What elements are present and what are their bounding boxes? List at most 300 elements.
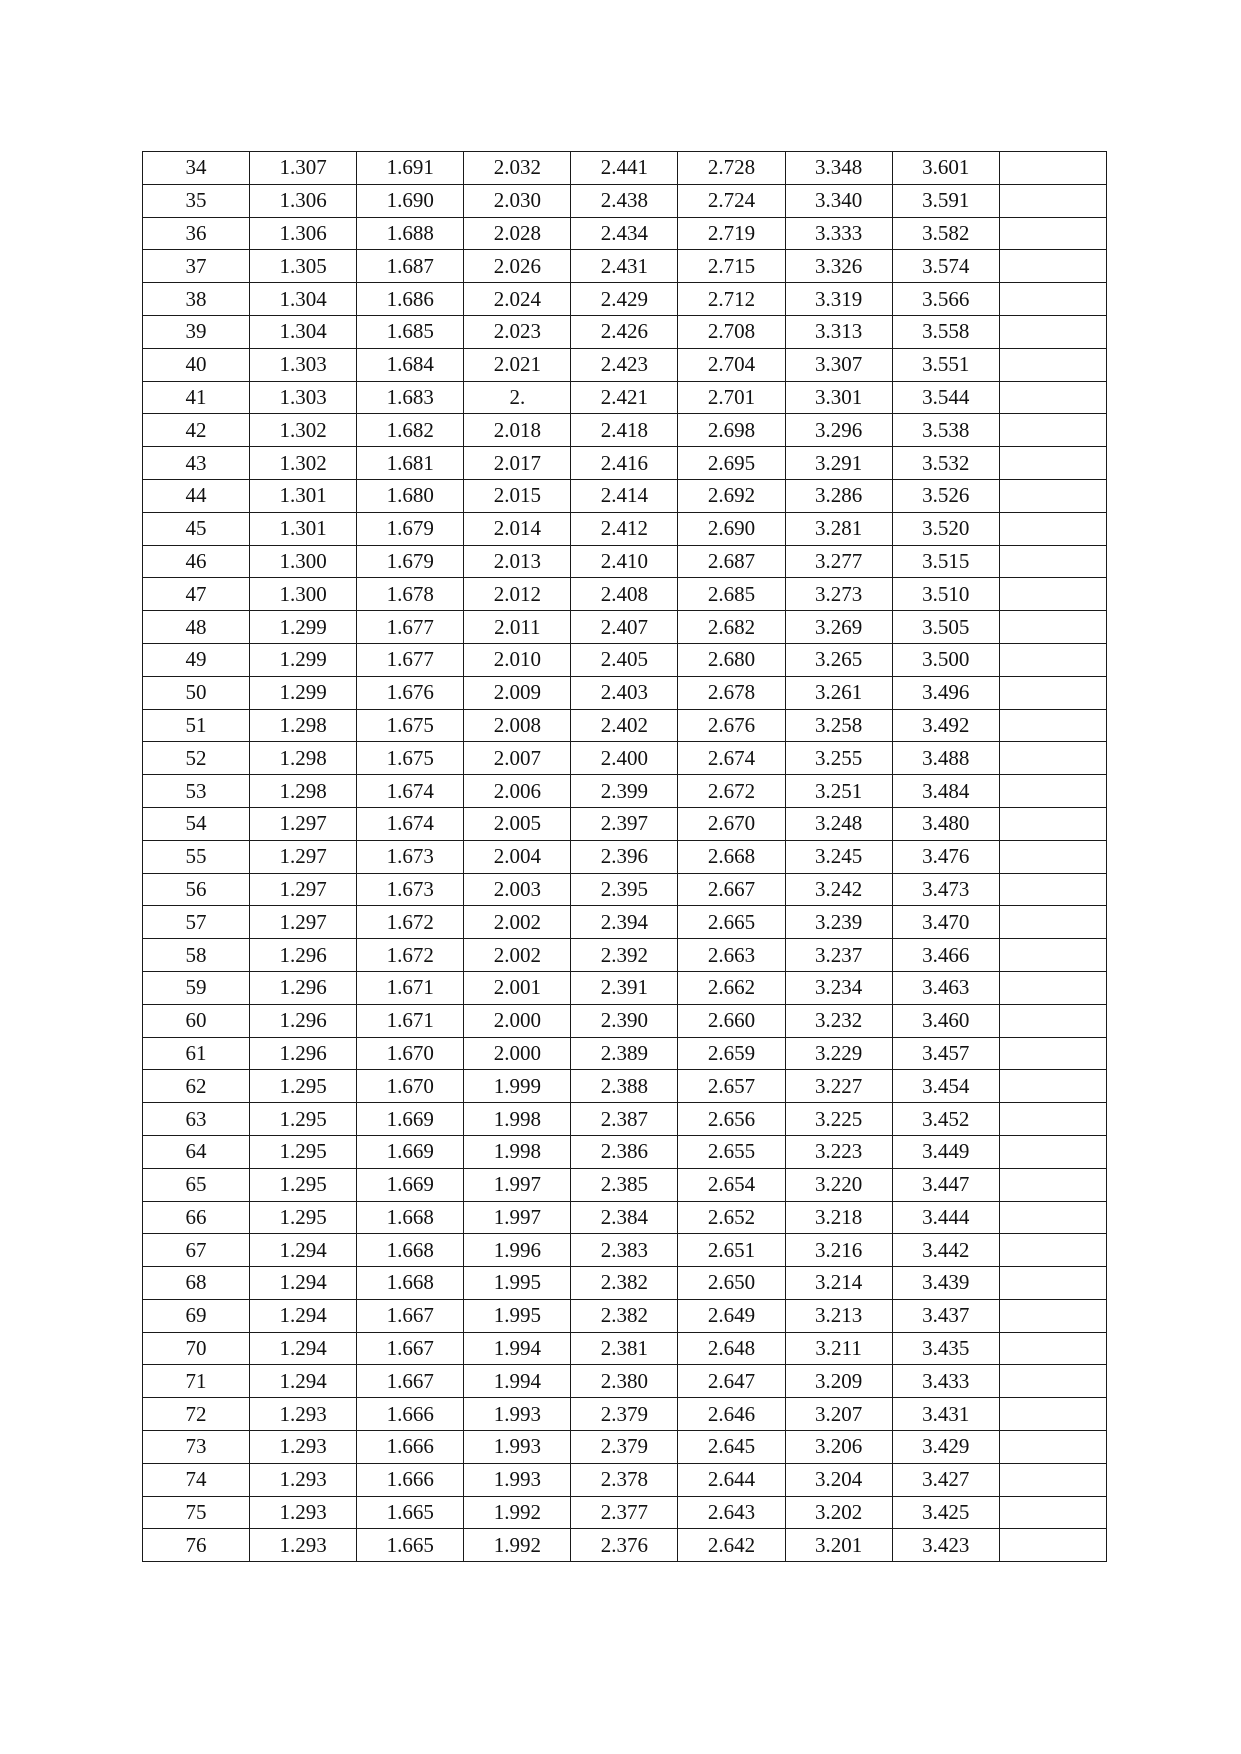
table-cell: 3.505	[892, 611, 999, 644]
table-cell: 2.408	[571, 578, 678, 611]
row-index-cell: 67	[143, 1234, 250, 1267]
table-cell: 2.009	[464, 676, 571, 709]
table-cell: 2.399	[571, 775, 678, 808]
row-index-cell: 37	[143, 250, 250, 283]
table-cell: 1.301	[250, 512, 357, 545]
table-cell: 1.997	[464, 1168, 571, 1201]
table-cell: 1.301	[250, 479, 357, 512]
table-cell: 1.299	[250, 676, 357, 709]
table-cell: 1.687	[357, 250, 464, 283]
table-cell: 2.704	[678, 348, 785, 381]
table-cell: 2.646	[678, 1398, 785, 1431]
table-cell: 1.993	[464, 1431, 571, 1464]
table-cell: 2.018	[464, 414, 571, 447]
table-cell: 2.387	[571, 1103, 678, 1136]
table-cell: 2.660	[678, 1004, 785, 1037]
table-cell: 2.654	[678, 1168, 785, 1201]
table-cell: 3.452	[892, 1103, 999, 1136]
table-row	[143, 971, 1107, 1004]
table-cell: 1.999	[464, 1070, 571, 1103]
table-cell: 1.668	[357, 1234, 464, 1267]
table-cell: 3.213	[785, 1299, 892, 1332]
table-cell: 3.444	[892, 1201, 999, 1234]
table-cell: 2.002	[464, 906, 571, 939]
table-cell: 2.394	[571, 906, 678, 939]
table-cell: 3.340	[785, 184, 892, 217]
table-cell: 1.676	[357, 676, 464, 709]
table-cell: 1.691	[357, 152, 464, 185]
table-row	[143, 1004, 1107, 1037]
row-index-cell: 45	[143, 512, 250, 545]
row-index-cell: 41	[143, 381, 250, 414]
table-cell	[999, 1201, 1106, 1234]
table-cell: 3.473	[892, 873, 999, 906]
table-cell: 2.402	[571, 709, 678, 742]
table-cell: 2.	[464, 381, 571, 414]
table-cell: 2.663	[678, 939, 785, 972]
table-cell: 2.379	[571, 1398, 678, 1431]
table-cell: 1.992	[464, 1529, 571, 1562]
table-cell: 3.558	[892, 315, 999, 348]
table-cell: 3.204	[785, 1463, 892, 1496]
table-cell: 2.423	[571, 348, 678, 381]
table-cell: 3.429	[892, 1431, 999, 1464]
table-cell: 2.712	[678, 283, 785, 316]
row-index-cell: 46	[143, 545, 250, 578]
table-cell: 2.000	[464, 1037, 571, 1070]
table-cell: 2.389	[571, 1037, 678, 1070]
table-cell	[999, 1431, 1106, 1464]
table-row	[143, 315, 1107, 348]
table-cell: 1.672	[357, 939, 464, 972]
table-cell: 2.005	[464, 807, 571, 840]
table-cell: 1.304	[250, 283, 357, 316]
row-index-cell: 40	[143, 348, 250, 381]
table-cell: 2.416	[571, 447, 678, 480]
table-cell: 3.435	[892, 1332, 999, 1365]
table-cell	[999, 283, 1106, 316]
table-row	[143, 906, 1107, 939]
table-row	[143, 1463, 1107, 1496]
table-cell: 2.376	[571, 1529, 678, 1562]
table-cell	[999, 906, 1106, 939]
table-cell: 1.302	[250, 414, 357, 447]
table-cell	[999, 1103, 1106, 1136]
table-cell	[999, 447, 1106, 480]
table-cell: 2.657	[678, 1070, 785, 1103]
row-index-cell: 69	[143, 1299, 250, 1332]
table-row	[143, 1070, 1107, 1103]
table-row	[143, 873, 1107, 906]
table-cell: 2.438	[571, 184, 678, 217]
table-cell: 1.995	[464, 1267, 571, 1300]
table-cell: 1.666	[357, 1431, 464, 1464]
row-index-cell: 38	[143, 283, 250, 316]
table-cell: 2.017	[464, 447, 571, 480]
table-cell: 3.242	[785, 873, 892, 906]
table-cell: 3.431	[892, 1398, 999, 1431]
table-cell: 2.382	[571, 1299, 678, 1332]
table-cell: 1.294	[250, 1234, 357, 1267]
table-cell: 3.286	[785, 479, 892, 512]
table-cell: 3.510	[892, 578, 999, 611]
table-cell: 2.000	[464, 1004, 571, 1037]
table-cell: 2.380	[571, 1365, 678, 1398]
table-cell: 1.294	[250, 1267, 357, 1300]
table-cell	[999, 250, 1106, 283]
table-cell: 3.232	[785, 1004, 892, 1037]
table-cell: 1.994	[464, 1365, 571, 1398]
table-cell: 2.676	[678, 709, 785, 742]
table-cell: 2.680	[678, 643, 785, 676]
table-cell: 3.427	[892, 1463, 999, 1496]
table-cell: 2.692	[678, 479, 785, 512]
table-cell: 3.220	[785, 1168, 892, 1201]
table-cell: 1.997	[464, 1201, 571, 1234]
table-row	[143, 611, 1107, 644]
table-cell: 2.650	[678, 1267, 785, 1300]
table-cell: 1.296	[250, 971, 357, 1004]
table-cell	[999, 414, 1106, 447]
table-cell: 3.566	[892, 283, 999, 316]
table-cell	[999, 1168, 1106, 1201]
table-cell: 1.300	[250, 578, 357, 611]
row-index-cell: 76	[143, 1529, 250, 1562]
table-cell: 1.994	[464, 1332, 571, 1365]
table-row	[143, 545, 1107, 578]
table-cell: 1.306	[250, 217, 357, 250]
table-cell	[999, 742, 1106, 775]
table-cell: 1.294	[250, 1332, 357, 1365]
table-cell: 3.281	[785, 512, 892, 545]
table-cell: 3.538	[892, 414, 999, 447]
row-index-cell: 36	[143, 217, 250, 250]
table-cell: 2.668	[678, 840, 785, 873]
table-cell: 3.447	[892, 1168, 999, 1201]
table-cell: 3.463	[892, 971, 999, 1004]
row-index-cell: 58	[143, 939, 250, 972]
table-cell: 2.685	[678, 578, 785, 611]
row-index-cell: 52	[143, 742, 250, 775]
table-cell: 3.218	[785, 1201, 892, 1234]
table-cell: 2.708	[678, 315, 785, 348]
table-cell: 3.307	[785, 348, 892, 381]
table-cell: 1.295	[250, 1135, 357, 1168]
table-row	[143, 1431, 1107, 1464]
table-cell: 2.662	[678, 971, 785, 1004]
table-cell: 2.026	[464, 250, 571, 283]
table-cell: 2.011	[464, 611, 571, 644]
table-cell: 2.412	[571, 512, 678, 545]
table-cell: 2.652	[678, 1201, 785, 1234]
row-index-cell: 51	[143, 709, 250, 742]
table-cell: 1.677	[357, 643, 464, 676]
table-cell	[999, 1529, 1106, 1562]
table-cell	[999, 217, 1106, 250]
table-cell: 1.297	[250, 873, 357, 906]
table-cell: 2.015	[464, 479, 571, 512]
table-cell: 1.679	[357, 545, 464, 578]
table-cell: 3.225	[785, 1103, 892, 1136]
table-cell: 3.239	[785, 906, 892, 939]
row-index-cell: 64	[143, 1135, 250, 1168]
table-cell: 3.601	[892, 152, 999, 185]
table-cell: 3.470	[892, 906, 999, 939]
table-row	[143, 512, 1107, 545]
table-row	[143, 1496, 1107, 1529]
table-cell: 3.574	[892, 250, 999, 283]
table-cell: 1.672	[357, 906, 464, 939]
table-cell: 2.032	[464, 152, 571, 185]
table-cell: 2.674	[678, 742, 785, 775]
row-index-cell: 48	[143, 611, 250, 644]
table-cell: 3.425	[892, 1496, 999, 1529]
table-cell: 2.004	[464, 840, 571, 873]
table-cell: 2.643	[678, 1496, 785, 1529]
table-cell: 3.488	[892, 742, 999, 775]
table-cell: 3.437	[892, 1299, 999, 1332]
row-index-cell: 49	[143, 643, 250, 676]
table-cell: 1.670	[357, 1037, 464, 1070]
table-cell: 3.439	[892, 1267, 999, 1300]
row-index-cell: 70	[143, 1332, 250, 1365]
table-cell	[999, 545, 1106, 578]
table-cell	[999, 381, 1106, 414]
table-cell: 3.326	[785, 250, 892, 283]
table-cell: 1.669	[357, 1168, 464, 1201]
table-cell: 1.996	[464, 1234, 571, 1267]
row-index-cell: 71	[143, 1365, 250, 1398]
table-cell: 3.476	[892, 840, 999, 873]
table-cell	[999, 939, 1106, 972]
table-cell: 1.296	[250, 1037, 357, 1070]
table-cell: 1.297	[250, 906, 357, 939]
table-cell: 1.298	[250, 775, 357, 808]
table-cell: 3.277	[785, 545, 892, 578]
table-cell: 2.655	[678, 1135, 785, 1168]
table-cell: 2.656	[678, 1103, 785, 1136]
table-row	[143, 742, 1107, 775]
row-index-cell: 50	[143, 676, 250, 709]
table-cell: 1.304	[250, 315, 357, 348]
table-row	[143, 479, 1107, 512]
table-cell: 1.669	[357, 1135, 464, 1168]
table-cell: 3.480	[892, 807, 999, 840]
table-cell: 3.520	[892, 512, 999, 545]
table-cell: 3.313	[785, 315, 892, 348]
table-cell: 2.377	[571, 1496, 678, 1529]
table-cell: 2.421	[571, 381, 678, 414]
table-cell: 1.993	[464, 1463, 571, 1496]
table-cell: 2.431	[571, 250, 678, 283]
table-cell	[999, 184, 1106, 217]
table-cell: 2.397	[571, 807, 678, 840]
table-body	[143, 152, 1107, 1562]
table-row	[143, 348, 1107, 381]
table-cell: 1.668	[357, 1267, 464, 1300]
table-cell: 2.012	[464, 578, 571, 611]
table-row	[143, 447, 1107, 480]
table-cell: 3.245	[785, 840, 892, 873]
table-cell: 2.728	[678, 152, 785, 185]
table-cell: 1.293	[250, 1398, 357, 1431]
table-cell: 3.454	[892, 1070, 999, 1103]
table-cell: 1.669	[357, 1103, 464, 1136]
table-cell	[999, 479, 1106, 512]
table-cell: 2.379	[571, 1431, 678, 1464]
table-cell: 3.582	[892, 217, 999, 250]
table-cell: 2.698	[678, 414, 785, 447]
table-cell: 2.024	[464, 283, 571, 316]
table-cell: 1.294	[250, 1299, 357, 1332]
table-cell: 1.298	[250, 709, 357, 742]
table-cell	[999, 1070, 1106, 1103]
table-cell: 2.382	[571, 1267, 678, 1300]
table-cell: 1.995	[464, 1299, 571, 1332]
row-index-cell: 62	[143, 1070, 250, 1103]
table-cell: 1.686	[357, 283, 464, 316]
table-row	[143, 709, 1107, 742]
table-cell: 2.682	[678, 611, 785, 644]
table-cell: 2.649	[678, 1299, 785, 1332]
table-cell: 2.441	[571, 152, 678, 185]
table-cell: 3.333	[785, 217, 892, 250]
table-cell	[999, 676, 1106, 709]
row-index-cell: 65	[143, 1168, 250, 1201]
row-index-cell: 43	[143, 447, 250, 480]
table-cell: 3.214	[785, 1267, 892, 1300]
table-cell: 1.992	[464, 1496, 571, 1529]
row-index-cell: 42	[143, 414, 250, 447]
table-cell: 1.295	[250, 1168, 357, 1201]
table-cell: 2.687	[678, 545, 785, 578]
table-row	[143, 1103, 1107, 1136]
table-cell: 3.449	[892, 1135, 999, 1168]
table-cell: 1.306	[250, 184, 357, 217]
table-cell: 2.381	[571, 1332, 678, 1365]
table-row	[143, 775, 1107, 808]
table-cell: 1.667	[357, 1299, 464, 1332]
table-cell	[999, 1365, 1106, 1398]
table-cell: 3.492	[892, 709, 999, 742]
table-row	[143, 578, 1107, 611]
table-cell: 3.248	[785, 807, 892, 840]
table-cell: 3.348	[785, 152, 892, 185]
table-cell: 3.532	[892, 447, 999, 480]
table-cell	[999, 1234, 1106, 1267]
table-cell	[999, 775, 1106, 808]
table-cell: 2.426	[571, 315, 678, 348]
row-index-cell: 56	[143, 873, 250, 906]
table-cell: 2.006	[464, 775, 571, 808]
table-cell: 3.301	[785, 381, 892, 414]
table-cell: 3.209	[785, 1365, 892, 1398]
table-cell: 2.647	[678, 1365, 785, 1398]
table-cell	[999, 1135, 1106, 1168]
table-cell: 3.265	[785, 643, 892, 676]
table-cell: 1.299	[250, 611, 357, 644]
table-cell: 1.666	[357, 1463, 464, 1496]
row-index-cell: 72	[143, 1398, 250, 1431]
table-cell: 2.670	[678, 807, 785, 840]
table-cell: 1.666	[357, 1398, 464, 1431]
table-cell: 2.021	[464, 348, 571, 381]
table-cell: 2.030	[464, 184, 571, 217]
critical-values-table	[142, 151, 1107, 1562]
table-cell: 3.457	[892, 1037, 999, 1070]
table-cell: 3.229	[785, 1037, 892, 1070]
table-row	[143, 152, 1107, 185]
table-cell: 3.202	[785, 1496, 892, 1529]
table-cell: 1.671	[357, 1004, 464, 1037]
table-cell: 2.391	[571, 971, 678, 1004]
table-cell: 3.291	[785, 447, 892, 480]
table-cell: 2.434	[571, 217, 678, 250]
row-index-cell: 53	[143, 775, 250, 808]
table-cell: 3.496	[892, 676, 999, 709]
table-cell: 2.023	[464, 315, 571, 348]
table-cell: 3.207	[785, 1398, 892, 1431]
table-cell: 1.300	[250, 545, 357, 578]
table-cell: 1.295	[250, 1103, 357, 1136]
table-row	[143, 1037, 1107, 1070]
table-row	[143, 939, 1107, 972]
table-cell: 2.383	[571, 1234, 678, 1267]
row-index-cell: 44	[143, 479, 250, 512]
table-cell: 3.442	[892, 1234, 999, 1267]
table-cell: 2.644	[678, 1463, 785, 1496]
table-row	[143, 1267, 1107, 1300]
table-cell: 1.296	[250, 939, 357, 972]
table-cell: 2.672	[678, 775, 785, 808]
table-cell	[999, 315, 1106, 348]
table-cell: 3.515	[892, 545, 999, 578]
table-cell: 1.667	[357, 1332, 464, 1365]
table-cell	[999, 1496, 1106, 1529]
table-cell: 3.201	[785, 1529, 892, 1562]
table-cell: 1.294	[250, 1365, 357, 1398]
table-cell: 2.386	[571, 1135, 678, 1168]
table-cell: 1.681	[357, 447, 464, 480]
table-cell: 3.466	[892, 939, 999, 972]
table-cell: 1.293	[250, 1431, 357, 1464]
table-cell: 1.297	[250, 840, 357, 873]
table-cell	[999, 643, 1106, 676]
table-cell: 3.591	[892, 184, 999, 217]
row-index-cell: 59	[143, 971, 250, 1004]
table-row	[143, 1299, 1107, 1332]
table-cell	[999, 152, 1106, 185]
table-row	[143, 283, 1107, 316]
table-row	[143, 1365, 1107, 1398]
table-row	[143, 184, 1107, 217]
table-cell: 1.665	[357, 1496, 464, 1529]
table-cell: 1.993	[464, 1398, 571, 1431]
row-index-cell: 35	[143, 184, 250, 217]
table-cell: 1.675	[357, 709, 464, 742]
table-cell	[999, 971, 1106, 1004]
table-cell: 1.998	[464, 1135, 571, 1168]
table-cell: 2.388	[571, 1070, 678, 1103]
table-cell: 1.679	[357, 512, 464, 545]
table-cell: 1.674	[357, 775, 464, 808]
table-cell: 1.298	[250, 742, 357, 775]
table-row	[143, 217, 1107, 250]
table-cell: 3.261	[785, 676, 892, 709]
table-row	[143, 250, 1107, 283]
table-cell: 1.685	[357, 315, 464, 348]
row-index-cell: 68	[143, 1267, 250, 1300]
